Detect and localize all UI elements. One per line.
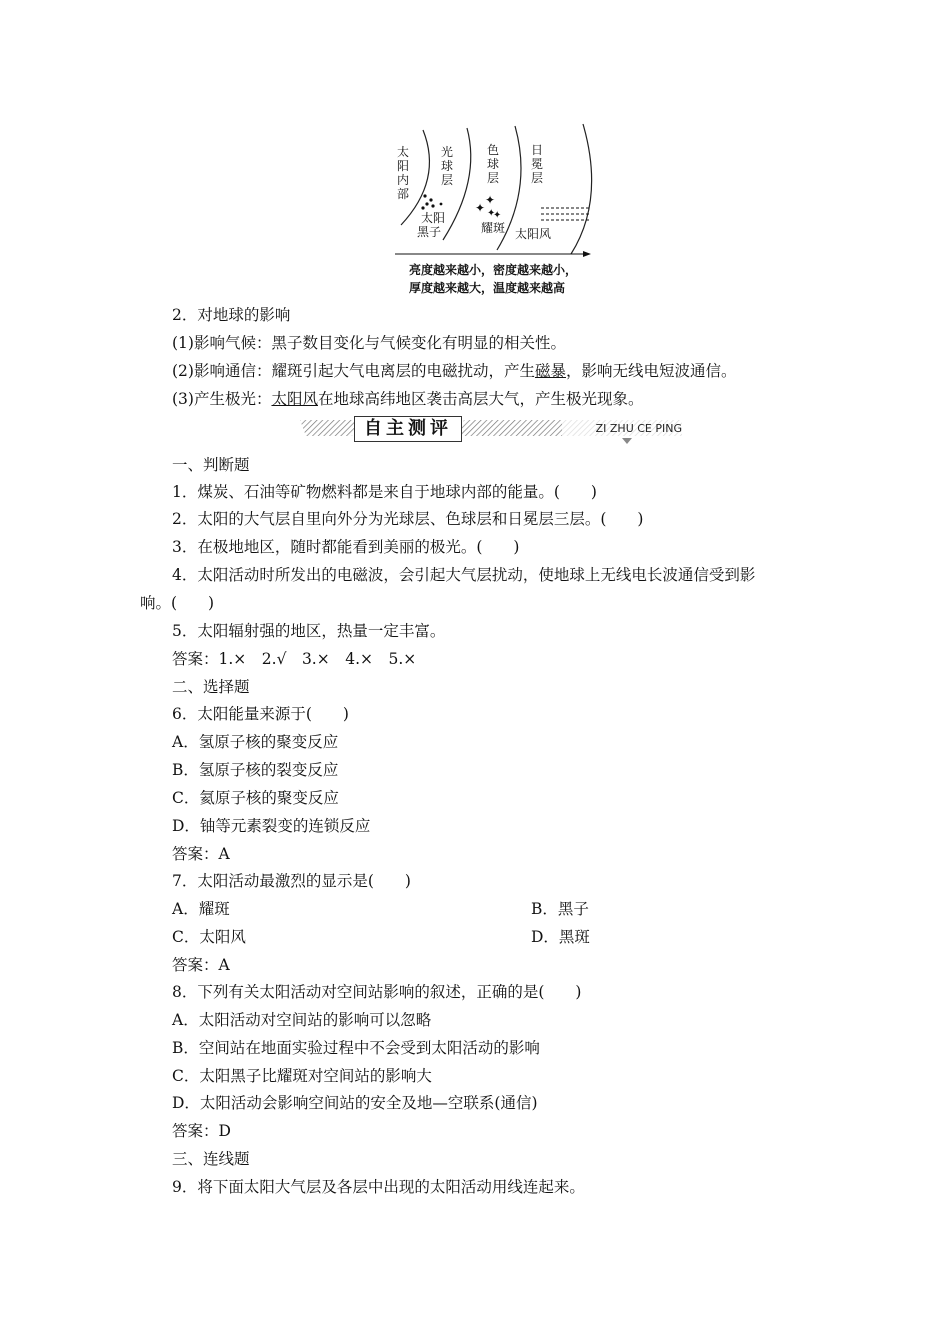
svg-text:冕: 冕 — [531, 157, 544, 171]
question-8: 8．下列有关太阳活动对空间站影响的叙述，正确的是( ) — [172, 983, 582, 1001]
svg-text:黑子: 黑子 — [417, 225, 442, 239]
part2-heading: 二、选择题 — [172, 678, 250, 696]
question-6-option-d: D．铀等元素裂变的连锁反应 — [172, 817, 371, 835]
svg-text:✦: ✦ — [487, 208, 496, 219]
question-1: 1．煤炭、石油等矿物燃料都是来自于地球内部的能量。( ) — [172, 483, 597, 501]
direction-arrow-icon — [583, 251, 591, 257]
question-8-option-b: B．空间站在地面实验过程中不会受到太阳活动的影响 — [172, 1039, 540, 1057]
answer-8: 答案：D — [172, 1122, 231, 1140]
answer-7: 答案：A — [172, 956, 230, 974]
self-test-banner — [300, 414, 682, 446]
part3-heading: 三、连线题 — [172, 1150, 250, 1168]
sun-structure-diagram — [385, 120, 605, 300]
question-4-line1: 4．太阳活动时所发出的电磁波，会引起大气层扰动，使地球上无线电长波通信受到影 — [172, 566, 756, 584]
svg-text:球: 球 — [487, 157, 500, 171]
question-8-option-a: A．太阳活动对空间站的影响可以忽略 — [172, 1011, 432, 1029]
question-8-option-c: C．太阳黑子比耀斑对空间站的影响大 — [172, 1067, 432, 1085]
solar-wind-arrows — [541, 208, 591, 220]
question-3: 3．在极地地区，随时都能看到美丽的极光。( ) — [172, 538, 520, 556]
solar-wind-label: 太阳风 — [515, 227, 552, 241]
sunspot-label — [417, 210, 445, 239]
sunspot-dots — [421, 194, 442, 209]
svg-text:部: 部 — [397, 187, 410, 201]
sun-structure-svg — [385, 120, 605, 300]
question-7-option-b: B．黑子 — [531, 900, 589, 918]
svg-text:球: 球 — [441, 159, 454, 173]
question-2: 2．太阳的大气层自里向外分为光球层、色球层和日冕层三层。( ) — [172, 510, 644, 528]
banner-pinyin: ZI ZHU CE PING — [595, 422, 682, 435]
svg-text:✦: ✦ — [493, 210, 502, 221]
svg-text:光: 光 — [441, 145, 454, 159]
corona-label — [531, 143, 543, 185]
svg-text:阳: 阳 — [397, 159, 410, 173]
corona-boundary-arc — [571, 124, 592, 254]
question-6-option-a: A．氢原子核的聚变反应 — [172, 733, 339, 751]
question-9: 9．将下面太阳大气层及各层中出现的太阳活动用线连起来。 — [172, 1178, 585, 1196]
effect-climate: (1)影响气候：黑子数目变化与气候变化有明显的相关性。 — [172, 334, 566, 352]
photosphere-label — [441, 144, 453, 187]
effect-aurora: (3)产生极光：太阳风在地球高纬地区袭击高层大气，产生极光现象。 — [172, 390, 644, 408]
question-6: 6．太阳能量来源于( ) — [172, 705, 349, 723]
svg-text:✦: ✦ — [485, 193, 496, 207]
answer-part1: 答案：1.× 2.√ 3.× 4.× 5.× — [172, 650, 417, 668]
question-4-line2: 响。( ) — [140, 594, 215, 612]
banner-triangle-icon — [622, 438, 632, 444]
part1-heading: 一、判断题 — [172, 456, 250, 474]
svg-text:太阳: 太阳 — [421, 211, 446, 225]
question-7-option-d: D．黑斑 — [531, 928, 590, 946]
banner-title: 自主测评 — [354, 416, 462, 442]
diagram-caption-line1: 亮度越来越小，密度越来越小， — [409, 263, 578, 277]
svg-text:层: 层 — [531, 171, 544, 185]
flare-marks — [475, 193, 501, 221]
svg-text:✦: ✦ — [475, 201, 486, 215]
answer-6: 答案：A — [172, 845, 230, 863]
keyword-magnetic-storm: 磁暴 — [534, 362, 566, 380]
diagram-caption-line2: 厚度越来越大，温度越来越高 — [409, 281, 566, 295]
interior-label — [397, 144, 409, 201]
svg-text:层: 层 — [487, 171, 500, 185]
effect-communication: (2)影响通信：耀斑引起大气电离层的电磁扰动，产生磁暴，影响无线电短波通信。 — [172, 362, 737, 380]
question-6-option-b: B．氢原子核的裂变反应 — [172, 761, 339, 779]
question-6-option-c: C．氦原子核的聚变反应 — [172, 789, 339, 807]
question-7: 7．太阳活动最激烈的显示是( ) — [172, 872, 411, 890]
question-7-option-c: C．太阳风 — [172, 928, 246, 946]
question-5: 5．太阳辐射强的地区，热量一定丰富。 — [172, 622, 446, 640]
svg-text:内: 内 — [397, 173, 410, 187]
svg-text:太: 太 — [397, 145, 410, 159]
section-heading: 2．对地球的影响 — [172, 306, 291, 324]
flare-label: 耀斑 — [481, 221, 506, 235]
chromosphere-label — [487, 143, 499, 185]
question-7-option-a: A．耀斑 — [172, 900, 230, 918]
keyword-solar-wind: 太阳风 — [271, 390, 318, 408]
svg-text:层: 层 — [441, 173, 454, 187]
svg-text:日: 日 — [531, 143, 544, 157]
question-8-option-d: D．太阳活动会影响空间站的安全及地—空联系(通信) — [172, 1094, 538, 1112]
svg-text:色: 色 — [487, 143, 500, 157]
